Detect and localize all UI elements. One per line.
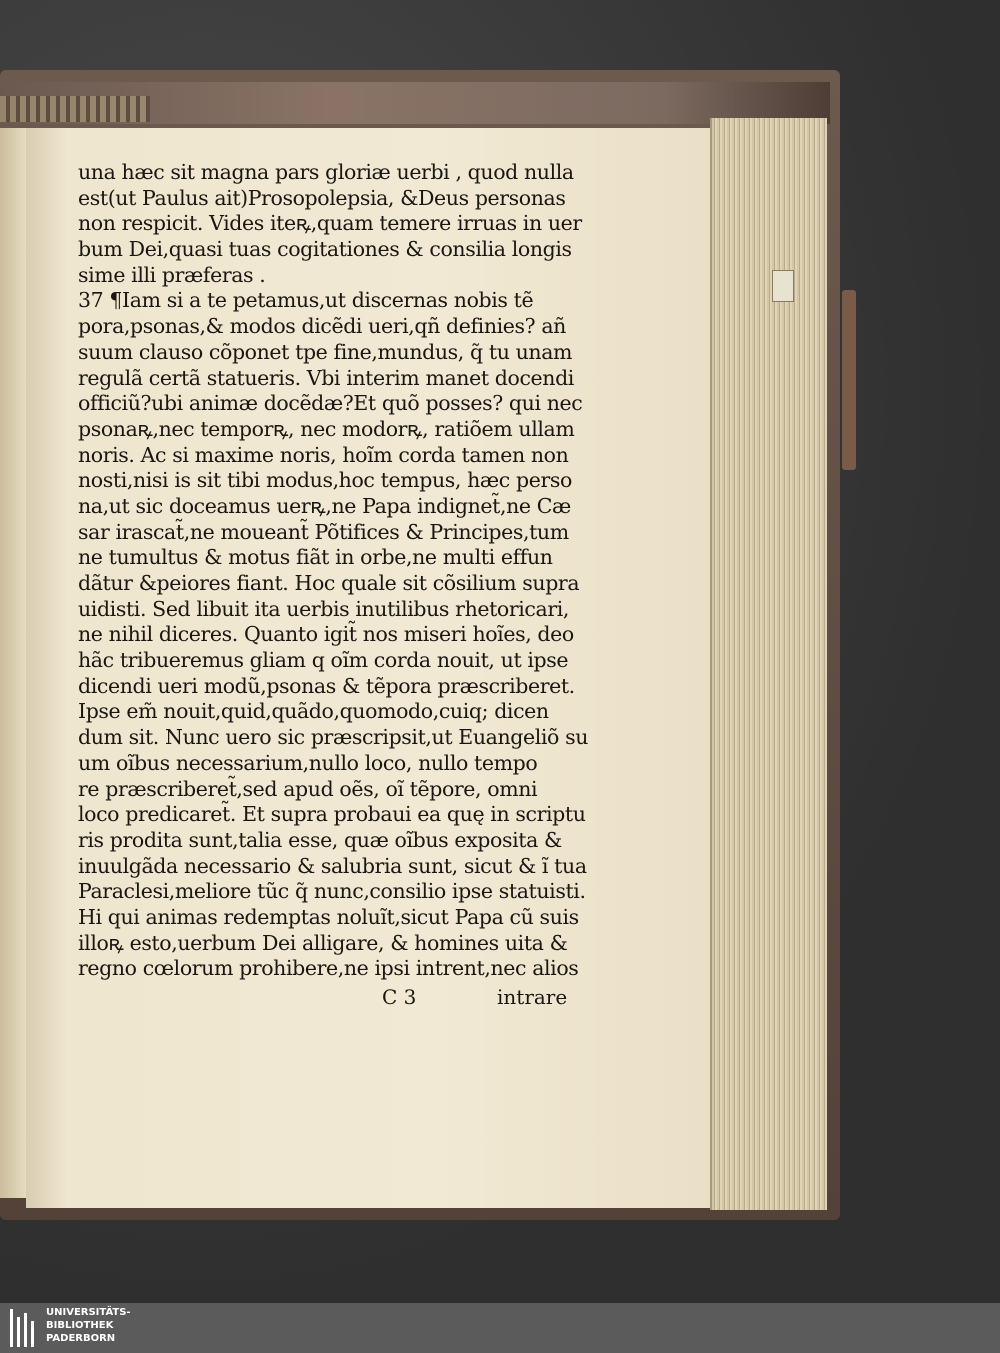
left-page-edge: [0, 128, 26, 1198]
margin-scribble: [702, 509, 819, 590]
text-line: bum Dei,quasi tuas cogitationes & consilia longis: [78, 237, 572, 262]
leather-tab: [842, 290, 856, 470]
catchword: intrare: [497, 985, 568, 1009]
page-fore-edge: [710, 118, 827, 1210]
text-line: una hæc sit magna pars gloriæ uerbi , quod nulla: [78, 160, 574, 184]
logo-line-2: BIBLIOTHEK: [46, 1320, 114, 1331]
text-line: hãc tribueremus gliam q oĩm corda nouit, ut ipse: [78, 648, 569, 673]
text-line: non respicit. Vides iteꝶ,quam temere irruas in uer: [78, 211, 582, 236]
text-line: ris prodita sunt,talia esse, quæ oĩbus exposita &: [78, 827, 562, 852]
logo-line-3: PADERBORN: [46, 1333, 116, 1344]
text-line: dãtur &peiores fiant. Hoc quale sit cõsilium supra: [78, 571, 580, 595]
text-line: officiũ?ubi animæ docẽdæ?Et quõ posses? qui nec: [78, 391, 583, 416]
headband-bead: [0, 96, 150, 122]
logo-line-1: UNIVERSITÄTS-: [46, 1307, 131, 1318]
text-line: psonaꝶ,nec temporꝶ, nec modorꝶ, ratiõem ullam: [78, 416, 575, 441]
text-line: dum sit. Nunc uero sic præscripsit,ut Euangeliõ su: [78, 725, 589, 750]
text-line: na,ut sic doceamus uerꝶ,ne Papa indignet̃,ne Cæ: [78, 493, 571, 518]
text-line: uidisti. Sed libuit ita uerbis inutilibus rhetoricari,: [78, 596, 570, 621]
text-line: sime illi præferas .: [78, 262, 266, 287]
text-line: um oĩbus necessarium,nullo loco, nullo tempo: [78, 750, 538, 775]
signature-mark: C 3: [382, 985, 417, 1009]
text-line: ne tumultus & motus fiãt in orbe,ne multi effun: [78, 545, 553, 570]
library-logo-icon: [10, 1309, 40, 1347]
text-line: Hi qui animas redemptas noluĩt,sicut Papa cũ suis: [78, 904, 579, 929]
text-line: suum clauso cõponet tpe fine,mundus, q̃ tu unam: [78, 339, 573, 364]
text-line: Ipse em̃ nouit,quid,quãdo,quomodo,cuiq; dicen: [78, 699, 549, 724]
text-line: est(ut Paulus ait)Prosopolepsia, &Deus personas: [78, 185, 566, 210]
text-line: sar irascat̃,ne moueant̃ Põtifices & Principes,tum: [78, 519, 569, 544]
page-footer-line: [92, 985, 582, 1015]
text-line: re præscriberet̃,sed apud oẽs, oĩ tẽpore, omni: [78, 776, 538, 801]
text-line: ne nihil diceres. Quanto igit̃ nos miseri hoĩes, deo: [78, 622, 574, 647]
page-text: [78, 160, 588, 982]
text-line: loco predicaret̃. Et supra probaui ea quę in scriptu: [78, 802, 586, 827]
text-line: 37 ¶Iam si a te petamus,ut discernas nobis tẽ: [78, 288, 534, 313]
text-line: noris. Ac si maxime noris, hoĩm corda tamen non: [78, 442, 569, 467]
text-line: Paraclesi,meliore tũc q̃ nunc,consilio ipse statuisti.: [78, 879, 586, 904]
text-line: regno cœlorum prohibere,ne ipsi intrent,nec alios: [78, 956, 579, 981]
text-line: inuulgãda necessario & salubria sunt, sicut & ĩ tua: [78, 853, 587, 878]
text-line: illoꝶ esto,uerbum Dei alligare, & homines uita &: [78, 930, 568, 955]
text-line: nosti,nisi is sit tibi modus,hoc tempus, hæc perso: [78, 468, 572, 493]
text-line: pora,psonas,& modos dicẽdi ueri,qñ definies? añ: [78, 314, 566, 339]
library-footer: [0, 1303, 1000, 1353]
text-line: dicendi ueri modũ,psonas & tẽpora præscriberet.: [78, 673, 575, 698]
paper-slip: [772, 270, 794, 302]
library-logo-text: [46, 1306, 131, 1345]
text-line: regulã certã statueris. Vbi interim manet docendi: [78, 365, 574, 390]
